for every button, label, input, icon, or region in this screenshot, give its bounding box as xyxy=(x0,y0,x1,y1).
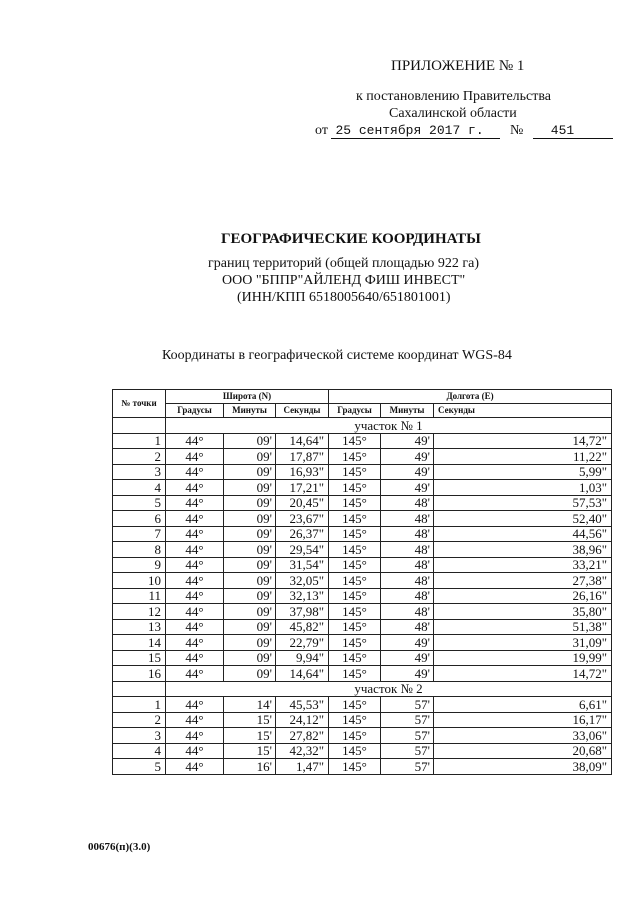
lon-degrees: 145° xyxy=(329,433,381,449)
lon-minutes: 57' xyxy=(381,728,434,744)
lon-minutes: 49' xyxy=(381,449,434,465)
lat-minutes: 09' xyxy=(224,449,276,465)
lon-seconds: 27,38" xyxy=(434,573,612,589)
lat-seconds: 42,32" xyxy=(276,743,329,759)
table-row xyxy=(113,464,612,480)
lat-degrees: 44° xyxy=(166,712,224,728)
lat-minutes: 09' xyxy=(224,666,276,682)
section-label: участок № 1 xyxy=(166,418,612,434)
header-lon-degrees: Градусы xyxy=(329,404,381,418)
lat-degrees: 44° xyxy=(166,511,224,527)
lat-minutes: 09' xyxy=(224,464,276,480)
lon-seconds: 5,99" xyxy=(434,464,612,480)
lon-minutes: 49' xyxy=(381,464,434,480)
lat-degrees: 44° xyxy=(166,604,224,620)
lat-degrees: 44° xyxy=(166,557,224,573)
lat-seconds: 17,21" xyxy=(276,480,329,496)
lat-degrees: 44° xyxy=(166,464,224,480)
header-latitude: Широта (N) xyxy=(166,390,329,404)
section-blank-cell xyxy=(113,418,166,434)
lon-minutes: 48' xyxy=(381,495,434,511)
title-subline-area: границ территорий (общей площадью 922 га) xyxy=(208,256,480,271)
title-subline-company: ООО "БППР"АЙЛЕНД ФИШ ИНВЕСТ" xyxy=(222,273,466,288)
lon-minutes: 48' xyxy=(381,557,434,573)
lat-degrees: 44° xyxy=(166,650,224,666)
lon-seconds: 33,06" xyxy=(434,728,612,744)
lon-seconds: 26,16" xyxy=(434,588,612,604)
lon-minutes: 49' xyxy=(381,480,434,496)
table-row xyxy=(113,604,612,620)
section-row xyxy=(113,681,612,697)
point-number: 2 xyxy=(113,712,166,728)
table-row xyxy=(113,433,612,449)
point-number: 3 xyxy=(113,464,166,480)
lon-seconds: 6,61" xyxy=(434,697,612,713)
lon-minutes: 57' xyxy=(381,743,434,759)
lon-minutes: 49' xyxy=(381,635,434,651)
point-number: 6 xyxy=(113,511,166,527)
lat-degrees: 44° xyxy=(166,542,224,558)
decree-region: Сахалинской области xyxy=(389,106,517,121)
lat-degrees: 44° xyxy=(166,480,224,496)
lon-seconds: 38,96" xyxy=(434,542,612,558)
title-subline-inn: (ИНН/КПП 6518005640/651801001) xyxy=(237,290,451,305)
lon-minutes: 49' xyxy=(381,666,434,682)
appendix-label: ПРИЛОЖЕНИЕ № 1 xyxy=(391,58,525,74)
lat-seconds: 1,47" xyxy=(276,759,329,775)
lat-seconds: 27,82" xyxy=(276,728,329,744)
lat-degrees: 44° xyxy=(166,449,224,465)
header-lon-seconds: Секунды xyxy=(434,404,612,418)
lon-seconds: 1,03" xyxy=(434,480,612,496)
lon-minutes: 48' xyxy=(381,619,434,635)
coordinates-table-body xyxy=(113,418,612,775)
lat-minutes: 16' xyxy=(224,759,276,775)
form-code: 00676(п)(3.0) xyxy=(88,841,151,853)
table-row xyxy=(113,743,612,759)
lon-seconds: 20,68" xyxy=(434,743,612,759)
table-row xyxy=(113,697,612,713)
lat-minutes: 09' xyxy=(224,650,276,666)
lat-seconds: 24,12" xyxy=(276,712,329,728)
lat-minutes: 09' xyxy=(224,433,276,449)
point-number: 4 xyxy=(113,743,166,759)
section-row xyxy=(113,418,612,434)
lat-degrees: 44° xyxy=(166,759,224,775)
lat-seconds: 14,64" xyxy=(276,433,329,449)
point-number: 2 xyxy=(113,449,166,465)
header-longitude: Долгота (E) xyxy=(329,390,612,404)
section-blank-cell xyxy=(113,681,166,697)
from-label: от xyxy=(315,123,328,138)
lat-minutes: 15' xyxy=(224,712,276,728)
point-number: 5 xyxy=(113,759,166,775)
lat-degrees: 44° xyxy=(166,619,224,635)
header-lat-degrees: Градусы xyxy=(166,404,224,418)
lat-degrees: 44° xyxy=(166,635,224,651)
point-number: 3 xyxy=(113,728,166,744)
lon-degrees: 145° xyxy=(329,495,381,511)
lat-seconds: 32,05" xyxy=(276,573,329,589)
lon-minutes: 48' xyxy=(381,542,434,558)
lon-seconds: 19,99" xyxy=(434,650,612,666)
lat-minutes: 09' xyxy=(224,480,276,496)
header-lon-minutes: Минуты xyxy=(381,404,434,418)
lat-seconds: 17,87" xyxy=(276,449,329,465)
lon-minutes: 49' xyxy=(381,650,434,666)
lat-minutes: 14' xyxy=(224,697,276,713)
lon-degrees: 145° xyxy=(329,635,381,651)
table-row xyxy=(113,728,612,744)
lat-seconds: 45,82" xyxy=(276,619,329,635)
lon-minutes: 49' xyxy=(381,433,434,449)
lat-minutes: 09' xyxy=(224,573,276,589)
lon-minutes: 57' xyxy=(381,712,434,728)
header-point: № точки xyxy=(113,390,166,418)
section-label: участок № 2 xyxy=(166,681,612,697)
lat-minutes: 09' xyxy=(224,604,276,620)
point-number: 15 xyxy=(113,650,166,666)
document-title: ГЕОГРАФИЧЕСКИЕ КООРДИНАТЫ xyxy=(221,231,481,247)
table-row xyxy=(113,619,612,635)
lon-degrees: 145° xyxy=(329,712,381,728)
lon-degrees: 145° xyxy=(329,604,381,620)
lon-minutes: 48' xyxy=(381,511,434,527)
point-number: 5 xyxy=(113,495,166,511)
lon-degrees: 145° xyxy=(329,480,381,496)
lat-seconds: 14,64" xyxy=(276,666,329,682)
lat-seconds: 22,79" xyxy=(276,635,329,651)
point-number: 13 xyxy=(113,619,166,635)
table-row xyxy=(113,495,612,511)
table-row xyxy=(113,666,612,682)
lat-seconds: 29,54" xyxy=(276,542,329,558)
lon-degrees: 145° xyxy=(329,511,381,527)
lon-degrees: 145° xyxy=(329,619,381,635)
point-number: 1 xyxy=(113,697,166,713)
table-row xyxy=(113,635,612,651)
point-number: 9 xyxy=(113,557,166,573)
table-row xyxy=(113,573,612,589)
lon-degrees: 145° xyxy=(329,542,381,558)
lat-minutes: 09' xyxy=(224,511,276,527)
lat-minutes: 09' xyxy=(224,526,276,542)
lon-seconds: 52,40" xyxy=(434,511,612,527)
table-row xyxy=(113,759,612,775)
decree-date: 25 сентября 2017 г. xyxy=(331,123,500,139)
lat-seconds: 9,94" xyxy=(276,650,329,666)
point-number: 10 xyxy=(113,573,166,589)
table-row xyxy=(113,449,612,465)
header-lat-seconds: Секунды xyxy=(276,404,329,418)
lat-seconds: 31,54" xyxy=(276,557,329,573)
lat-minutes: 15' xyxy=(224,743,276,759)
point-number: 7 xyxy=(113,526,166,542)
lon-degrees: 145° xyxy=(329,464,381,480)
point-number: 12 xyxy=(113,604,166,620)
lat-minutes: 09' xyxy=(224,588,276,604)
lat-degrees: 44° xyxy=(166,433,224,449)
lon-minutes: 48' xyxy=(381,604,434,620)
table-row xyxy=(113,650,612,666)
lat-degrees: 44° xyxy=(166,728,224,744)
lon-degrees: 145° xyxy=(329,526,381,542)
lat-degrees: 44° xyxy=(166,666,224,682)
lon-degrees: 145° xyxy=(329,759,381,775)
lon-degrees: 145° xyxy=(329,650,381,666)
table-row xyxy=(113,712,612,728)
lon-seconds: 14,72" xyxy=(434,433,612,449)
lon-seconds: 31,09" xyxy=(434,635,612,651)
decree-reference: к постановлению Правительства xyxy=(356,89,552,104)
lon-degrees: 145° xyxy=(329,557,381,573)
lon-minutes: 48' xyxy=(381,526,434,542)
coordinates-heading: Координаты в географической системе координат WGS-84 xyxy=(162,348,512,363)
lon-degrees: 145° xyxy=(329,697,381,713)
lat-minutes: 09' xyxy=(224,619,276,635)
table-row xyxy=(113,480,612,496)
point-number: 14 xyxy=(113,635,166,651)
lon-minutes: 57' xyxy=(381,697,434,713)
lat-degrees: 44° xyxy=(166,697,224,713)
lon-seconds: 14,72" xyxy=(434,666,612,682)
lat-minutes: 15' xyxy=(224,728,276,744)
point-number: 1 xyxy=(113,433,166,449)
header-lat-minutes: Минуты xyxy=(224,404,276,418)
lon-seconds: 11,22" xyxy=(434,449,612,465)
lon-minutes: 48' xyxy=(381,573,434,589)
lon-seconds: 51,38" xyxy=(434,619,612,635)
lat-degrees: 44° xyxy=(166,588,224,604)
point-number: 16 xyxy=(113,666,166,682)
coordinates-table xyxy=(112,389,612,775)
point-number: 8 xyxy=(113,542,166,558)
lon-degrees: 145° xyxy=(329,743,381,759)
table-row xyxy=(113,557,612,573)
lon-minutes: 48' xyxy=(381,588,434,604)
lat-minutes: 09' xyxy=(224,635,276,651)
lat-minutes: 09' xyxy=(224,542,276,558)
decree-date-line xyxy=(315,123,613,139)
lon-seconds: 35,80" xyxy=(434,604,612,620)
lon-degrees: 145° xyxy=(329,588,381,604)
lon-minutes: 57' xyxy=(381,759,434,775)
lon-seconds: 16,17" xyxy=(434,712,612,728)
number-label: № xyxy=(509,123,524,138)
point-number: 11 xyxy=(113,588,166,604)
lat-minutes: 09' xyxy=(224,495,276,511)
point-number: 4 xyxy=(113,480,166,496)
lat-seconds: 32,13" xyxy=(276,588,329,604)
lat-minutes: 09' xyxy=(224,557,276,573)
lon-seconds: 44,56" xyxy=(434,526,612,542)
lon-seconds: 57,53" xyxy=(434,495,612,511)
lon-degrees: 145° xyxy=(329,728,381,744)
table-row xyxy=(113,526,612,542)
lat-degrees: 44° xyxy=(166,526,224,542)
lat-seconds: 23,67" xyxy=(276,511,329,527)
lat-seconds: 16,93" xyxy=(276,464,329,480)
lon-degrees: 145° xyxy=(329,449,381,465)
lon-seconds: 33,21" xyxy=(434,557,612,573)
lon-seconds: 38,09" xyxy=(434,759,612,775)
decree-number: 451 xyxy=(533,123,613,139)
lat-degrees: 44° xyxy=(166,495,224,511)
table-row xyxy=(113,511,612,527)
lat-seconds: 37,98" xyxy=(276,604,329,620)
lat-seconds: 26,37" xyxy=(276,526,329,542)
lon-degrees: 145° xyxy=(329,573,381,589)
lat-seconds: 45,53" xyxy=(276,697,329,713)
table-row xyxy=(113,542,612,558)
table-row xyxy=(113,588,612,604)
lon-degrees: 145° xyxy=(329,666,381,682)
lat-seconds: 20,45" xyxy=(276,495,329,511)
lat-degrees: 44° xyxy=(166,743,224,759)
lat-degrees: 44° xyxy=(166,573,224,589)
